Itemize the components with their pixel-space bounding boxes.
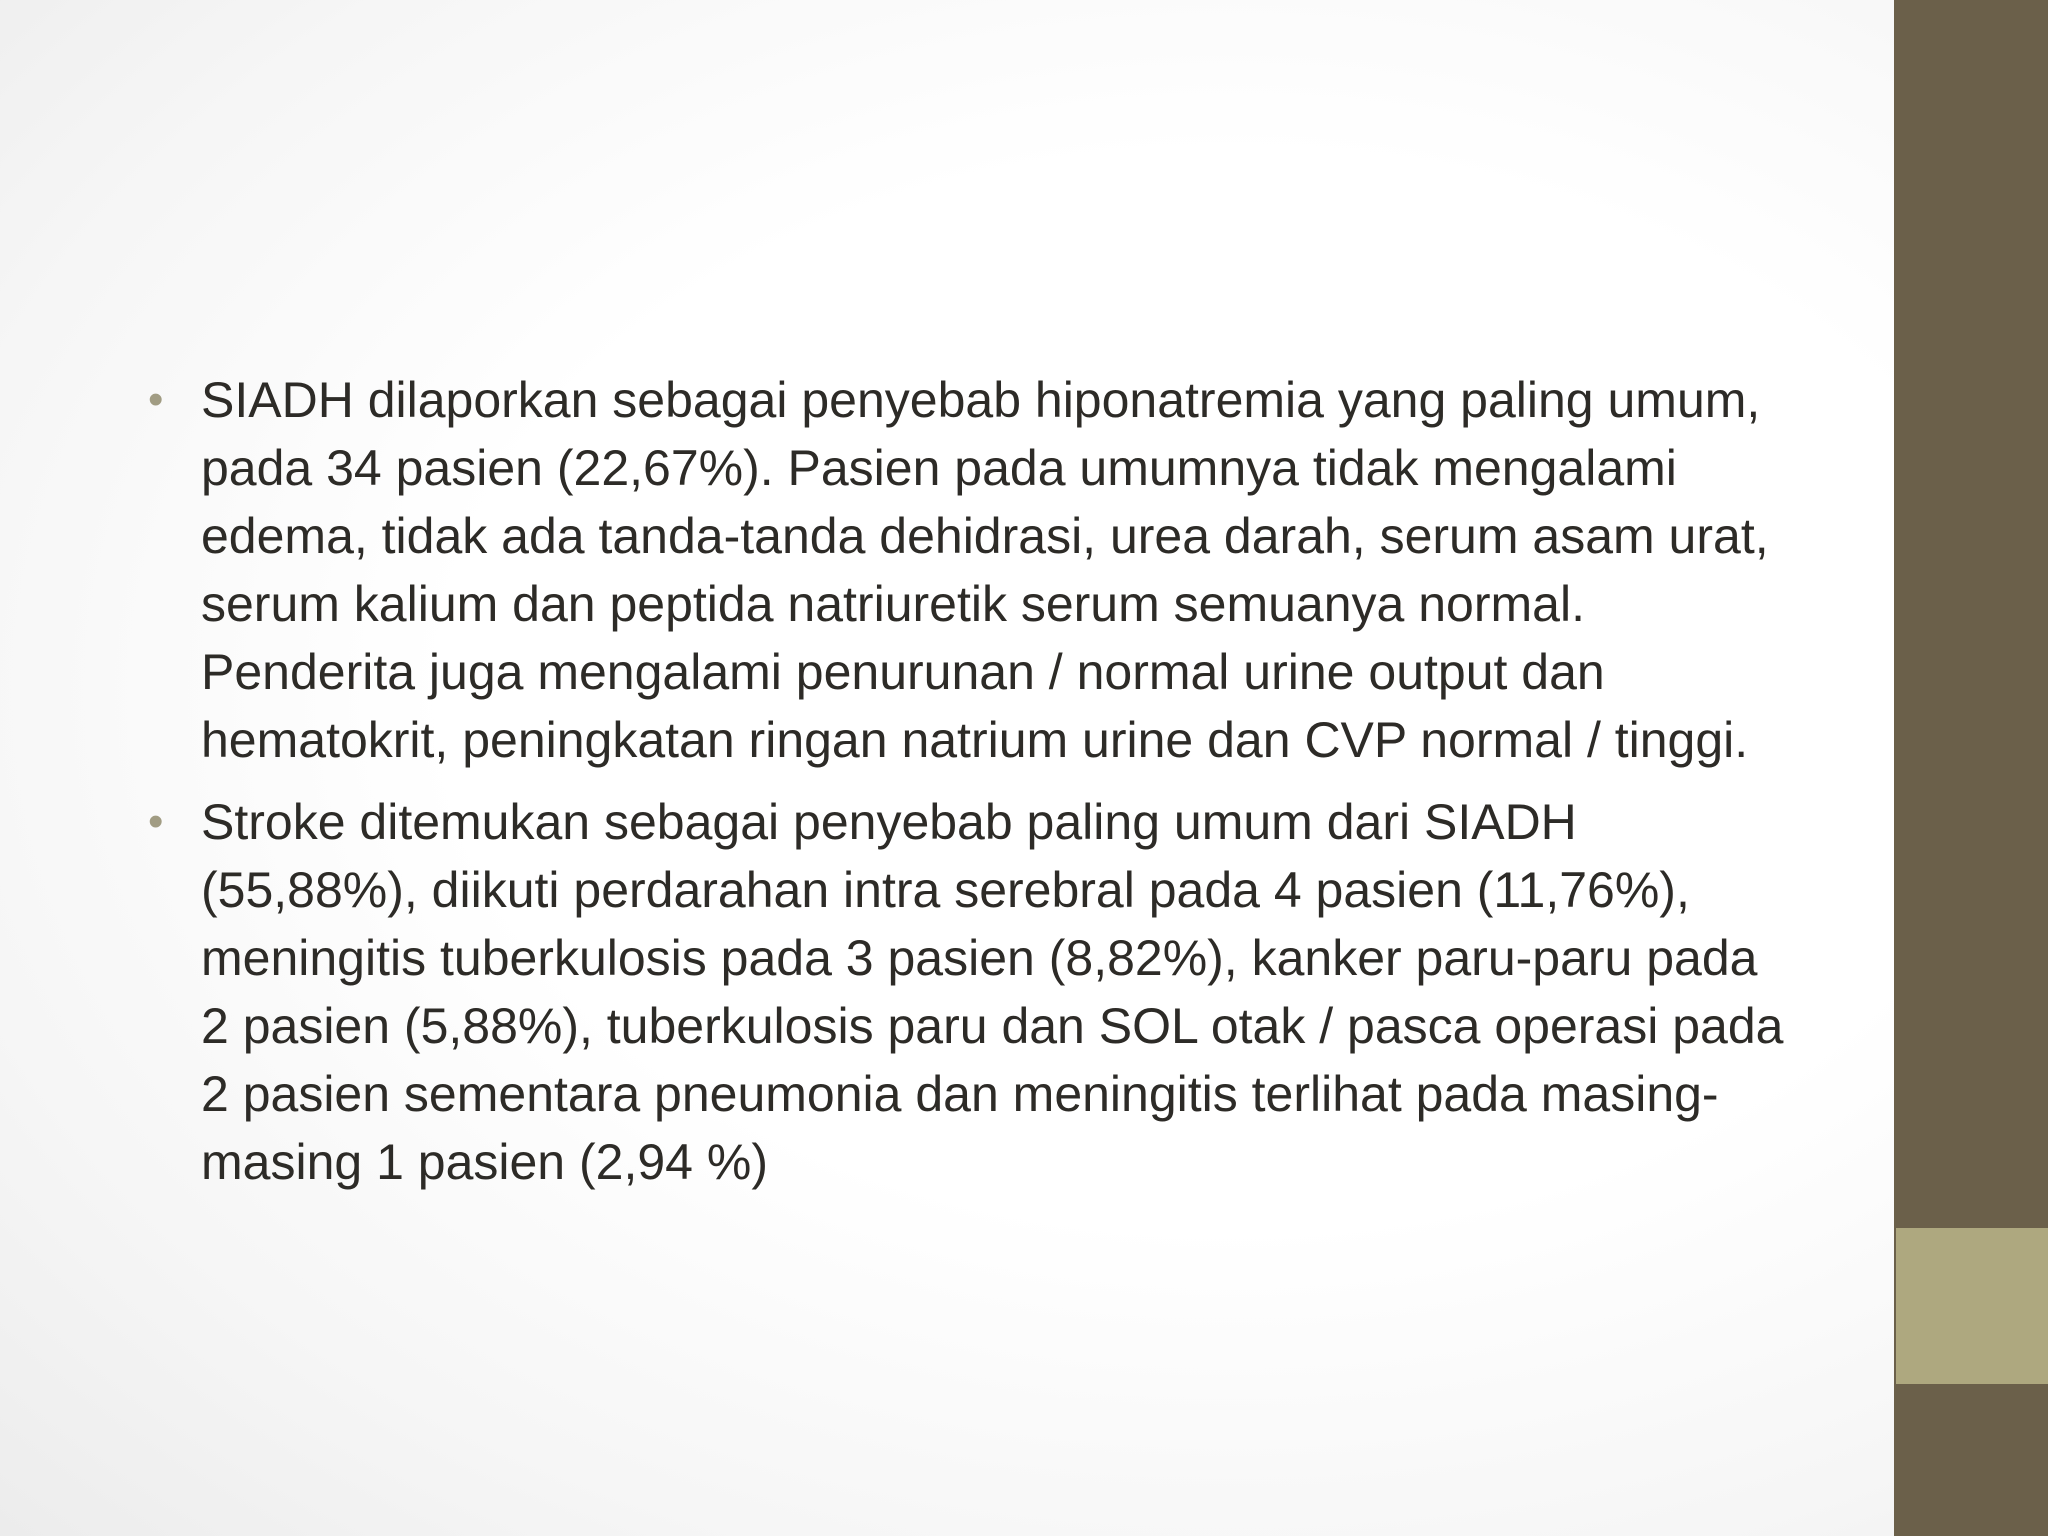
- bullet-icon: •: [148, 797, 164, 846]
- bullet-list: [148, 366, 1788, 1210]
- bullet-item: [148, 788, 1788, 1196]
- bullet-text: Stroke ditemukan sebagai penyebab paling umum dari SIADH (55,88%), diikuti perdarahan intra serebral pada 4 pasien (11,76%), meningitis tuberkulosis pada 3 pasien (8,82%), kanker paru-paru pada 2 pasien (5,88%), tuberkulosis paru dan SOL otak / pasca operasi pada 2 pasien sementara pneumonia dan meningitis terlihat pada masing-masing 1 pasien (2,94 %): [201, 794, 1784, 1190]
- decorative-sidebar-accent: [1896, 1228, 2048, 1384]
- bullet-icon: •: [148, 375, 164, 424]
- bullet-item: [148, 366, 1788, 774]
- bullet-text: SIADH dilaporkan sebagai penyebab hiponatremia yang paling umum, pada 34 pasien (22,67%). Pasien pada umumnya tidak mengalami edema, tidak ada tanda-tanda dehidrasi, urea darah, serum asam urat, serum kalium dan peptida natriuretik serum semuanya normal. Penderita juga mengalami penurunan / normal urine output dan hematokrit, peningkatan ringan natrium urine dan CVP normal / tinggi.: [201, 372, 1769, 768]
